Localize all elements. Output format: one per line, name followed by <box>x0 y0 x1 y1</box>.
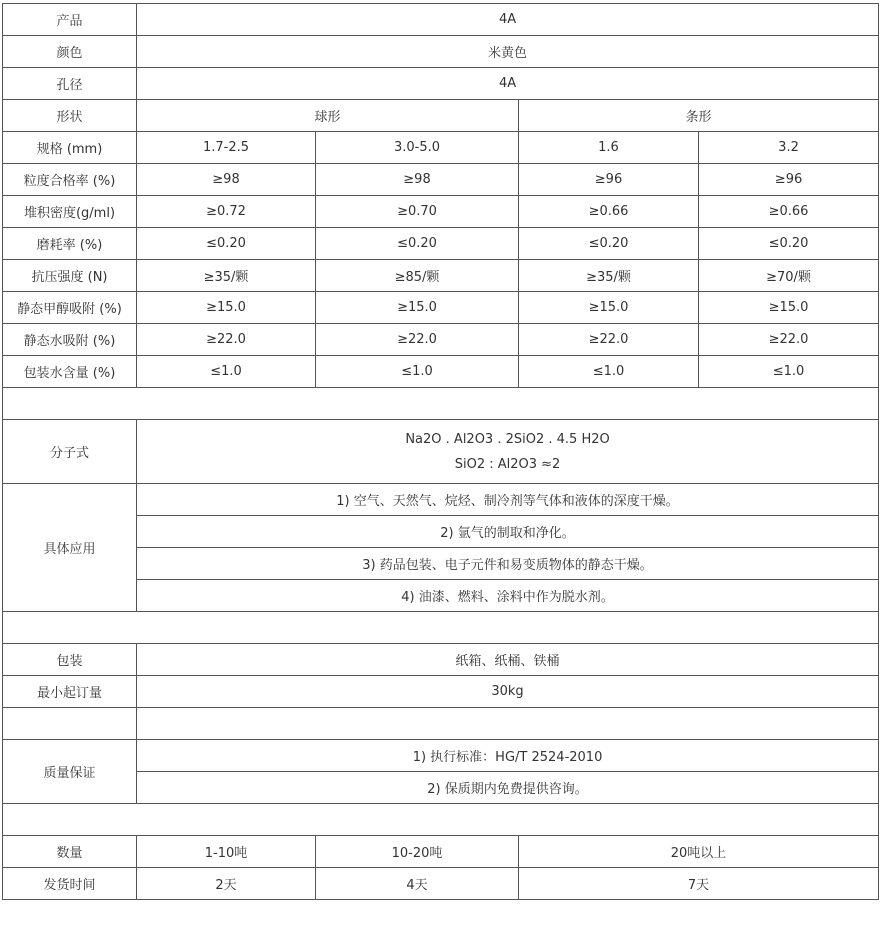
spec-cell: ≥98 <box>137 164 316 196</box>
spec-cell: ≥22.0 <box>699 324 879 356</box>
spec-cell: ≥0.66 <box>519 196 699 228</box>
value-product: 4A <box>137 4 879 36</box>
spec-cell: ≥96 <box>519 164 699 196</box>
row-color <box>3 36 879 68</box>
value-color: 米黄色 <box>137 36 879 68</box>
quality-row <box>3 740 879 772</box>
label-moq: 最小起订量 <box>3 676 137 708</box>
label-delivery-time: 发货时间 <box>3 868 137 900</box>
row-moq <box>3 676 879 708</box>
spec-cell: ≥96 <box>699 164 879 196</box>
spacer-cell <box>137 708 879 740</box>
spec-label: 包装水含量 (%) <box>3 356 137 388</box>
delivery-time-cell: 7天 <box>519 868 879 900</box>
label-color: 颜色 <box>3 36 137 68</box>
row-packaging <box>3 644 879 676</box>
spec-cell: ≤1.0 <box>519 356 699 388</box>
spec-cell: ≤1.0 <box>699 356 879 388</box>
application-item: 4) 油漆、燃料、涂料中作为脱水剂。 <box>137 580 879 612</box>
value-formula <box>137 420 879 484</box>
spacer-cell <box>3 804 879 836</box>
row-quantity <box>3 836 879 868</box>
spec-cell: ≤0.20 <box>519 228 699 260</box>
spec-cell: ≥0.66 <box>699 196 879 228</box>
spec-label: 静态水吸附 (%) <box>3 324 137 356</box>
spec-cell: ≥15.0 <box>316 292 519 324</box>
value-packaging: 纸箱、纸桶、铁桶 <box>137 644 879 676</box>
label-shape: 形状 <box>3 100 137 132</box>
spec-row <box>3 132 879 164</box>
value-shape-sphere: 球形 <box>137 100 519 132</box>
formula-line-1: Na2O . Al2O3 . 2SiO2 . 4.5 H2O <box>405 431 610 447</box>
label-pore: 孔径 <box>3 68 137 100</box>
spec-cell: ≤0.20 <box>316 228 519 260</box>
spec-cell: ≥22.0 <box>316 324 519 356</box>
spec-cell: ≥98 <box>316 164 519 196</box>
spacer-row <box>3 804 879 836</box>
spec-row <box>3 324 879 356</box>
value-shape-strip: 条形 <box>519 100 879 132</box>
spec-row <box>3 260 879 292</box>
label-applications: 具体应用 <box>3 484 137 612</box>
quality-item: 1) 执行标准：HG/T 2524-2010 <box>137 740 879 772</box>
spec-row <box>3 196 879 228</box>
label-quality: 质量保证 <box>3 740 137 804</box>
spec-cell: ≤1.0 <box>316 356 519 388</box>
delivery-time-cell: 2天 <box>137 868 316 900</box>
row-shape <box>3 100 879 132</box>
spec-cell: ≥35/颗 <box>519 260 699 292</box>
spec-label: 静态甲醇吸附 (%) <box>3 292 137 324</box>
row-product <box>3 4 879 36</box>
spec-cell: ≥0.72 <box>137 196 316 228</box>
quantity-cell: 10-20吨 <box>316 836 519 868</box>
application-item: 2) 氩气的制取和净化。 <box>137 516 879 548</box>
spec-cell: 3.0-5.0 <box>316 132 519 164</box>
value-moq: 30kg <box>137 676 879 708</box>
quantity-cell: 20吨以上 <box>519 836 879 868</box>
spec-cell: ≥15.0 <box>137 292 316 324</box>
spec-label: 堆积密度(g/ml) <box>3 196 137 228</box>
spec-label: 磨耗率 (%) <box>3 228 137 260</box>
spec-cell: ≥15.0 <box>699 292 879 324</box>
label-quantity: 数量 <box>3 836 137 868</box>
spec-cell: ≥15.0 <box>519 292 699 324</box>
spacer-row <box>3 612 879 644</box>
spec-label: 抗压强度 (N) <box>3 260 137 292</box>
spacer-row <box>3 388 879 420</box>
row-pore <box>3 68 879 100</box>
spec-row <box>3 356 879 388</box>
label-formula: 分子式 <box>3 420 137 484</box>
spec-cell: ≤1.0 <box>137 356 316 388</box>
spacer-cell <box>3 388 879 420</box>
quality-item: 2) 保质期内免费提供咨询。 <box>137 772 879 804</box>
spec-cell: ≥22.0 <box>137 324 316 356</box>
application-item: 3) 药品包装、电子元件和易变质物体的静态干燥。 <box>137 548 879 580</box>
spec-row <box>3 164 879 196</box>
spec-table <box>2 3 879 900</box>
spacer-cell <box>3 612 879 644</box>
spec-cell: 1.6 <box>519 132 699 164</box>
application-item: 1) 空气、天然气、烷烃、制冷剂等气体和液体的深度干燥。 <box>137 484 879 516</box>
application-row <box>3 484 879 516</box>
spec-row <box>3 228 879 260</box>
value-pore: 4A <box>137 68 879 100</box>
spec-cell: ≥85/颗 <box>316 260 519 292</box>
spec-label: 规格 (mm) <box>3 132 137 164</box>
spec-cell: ≥0.70 <box>316 196 519 228</box>
spacer-cell <box>3 708 137 740</box>
spec-cell: 3.2 <box>699 132 879 164</box>
spec-cell: ≤0.20 <box>699 228 879 260</box>
label-packaging: 包装 <box>3 644 137 676</box>
row-delivery-time <box>3 868 879 900</box>
spec-cell: ≤0.20 <box>137 228 316 260</box>
quantity-cell: 1-10吨 <box>137 836 316 868</box>
spec-cell: 1.7-2.5 <box>137 132 316 164</box>
spacer-row <box>3 708 879 740</box>
spec-cell: ≥35/颗 <box>137 260 316 292</box>
row-formula <box>3 420 879 484</box>
label-product: 产品 <box>3 4 137 36</box>
spec-cell: ≥70/颗 <box>699 260 879 292</box>
delivery-time-cell: 4天 <box>316 868 519 900</box>
spec-row <box>3 292 879 324</box>
spec-label: 粒度合格率 (%) <box>3 164 137 196</box>
spec-cell: ≥22.0 <box>519 324 699 356</box>
formula-line-2: SiO2 : Al2O3 ≈2 <box>454 456 561 472</box>
